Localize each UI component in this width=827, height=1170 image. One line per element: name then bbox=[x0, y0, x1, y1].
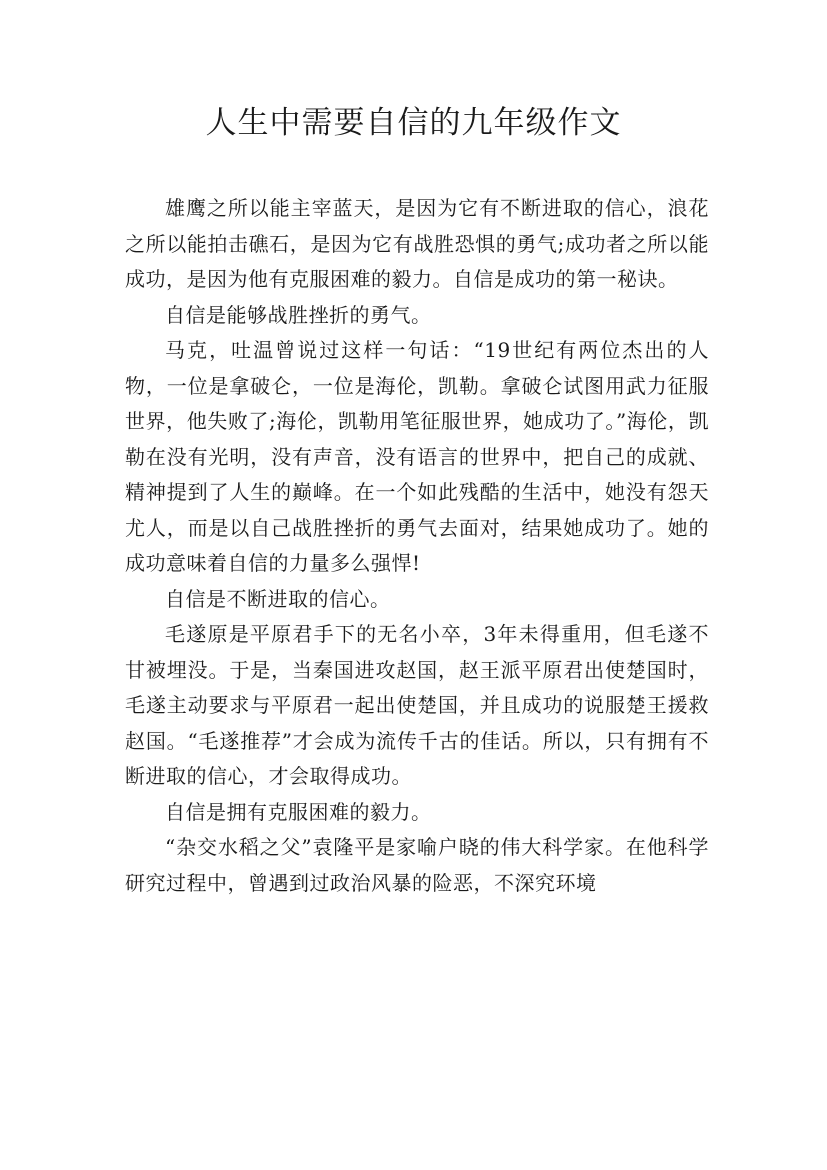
essay-title: 人生中需要自信的九年级作文 bbox=[205, 105, 622, 141]
paragraph: 马克，吐温曾说过这样一句话：“19世纪有两位杰出的人物，一位是拿破仑，一位是海伦，凯勒。拿破仑试图用武力征服世界，他失败了;海伦，凯勒用笔征服世界，她成功了。”海伦，凯勒在没有光明，没有声音，没有语言的世界中，把自己的成就、精神提到了人生的巅峰。在一个如此残酷的生活中，她没有怨天尤人，而是以自己战胜挫折的勇气去面对，结果她成功了。她的成功意味着自信的力量多么强悍! bbox=[125, 338, 709, 575]
paragraph: 自信是不断进取的信心。 bbox=[165, 586, 391, 611]
essay-body bbox=[125, 191, 709, 901]
paragraph: 雄鹰之所以能主宰蓝天，是因为它有不断进取的信心，浪花之所以能拍击礁石，是因为它有战胜恐惧的勇气;成功者之所以能成功，是因为他有克服困难的毅力。自信是成功的第一秘诀。 bbox=[125, 196, 709, 291]
paragraph: 自信是拥有克服困难的毅力。 bbox=[165, 799, 432, 824]
paragraph: 自信是能够战胜挫折的勇气。 bbox=[165, 302, 432, 327]
paragraph: “杂交水稻之父”袁隆平是家喻户晓的伟大科学家。在他科学研究过程中，曾遇到过政治风暴的险恶，不深究环境 bbox=[125, 835, 709, 895]
paragraph: 毛遂原是平原君手下的无名小卒，3年未得重用，但毛遂不甘被埋没。于是，当秦国进攻赵国，赵王派平原君出使楚国时，毛遂主动要求与平原君一起出使楚国，并且成功的说服楚王援救赵国。“毛遂推荐”才会成为流传千古的佳话。所以，只有拥有不断进取的信心，才会取得成功。 bbox=[125, 622, 709, 788]
